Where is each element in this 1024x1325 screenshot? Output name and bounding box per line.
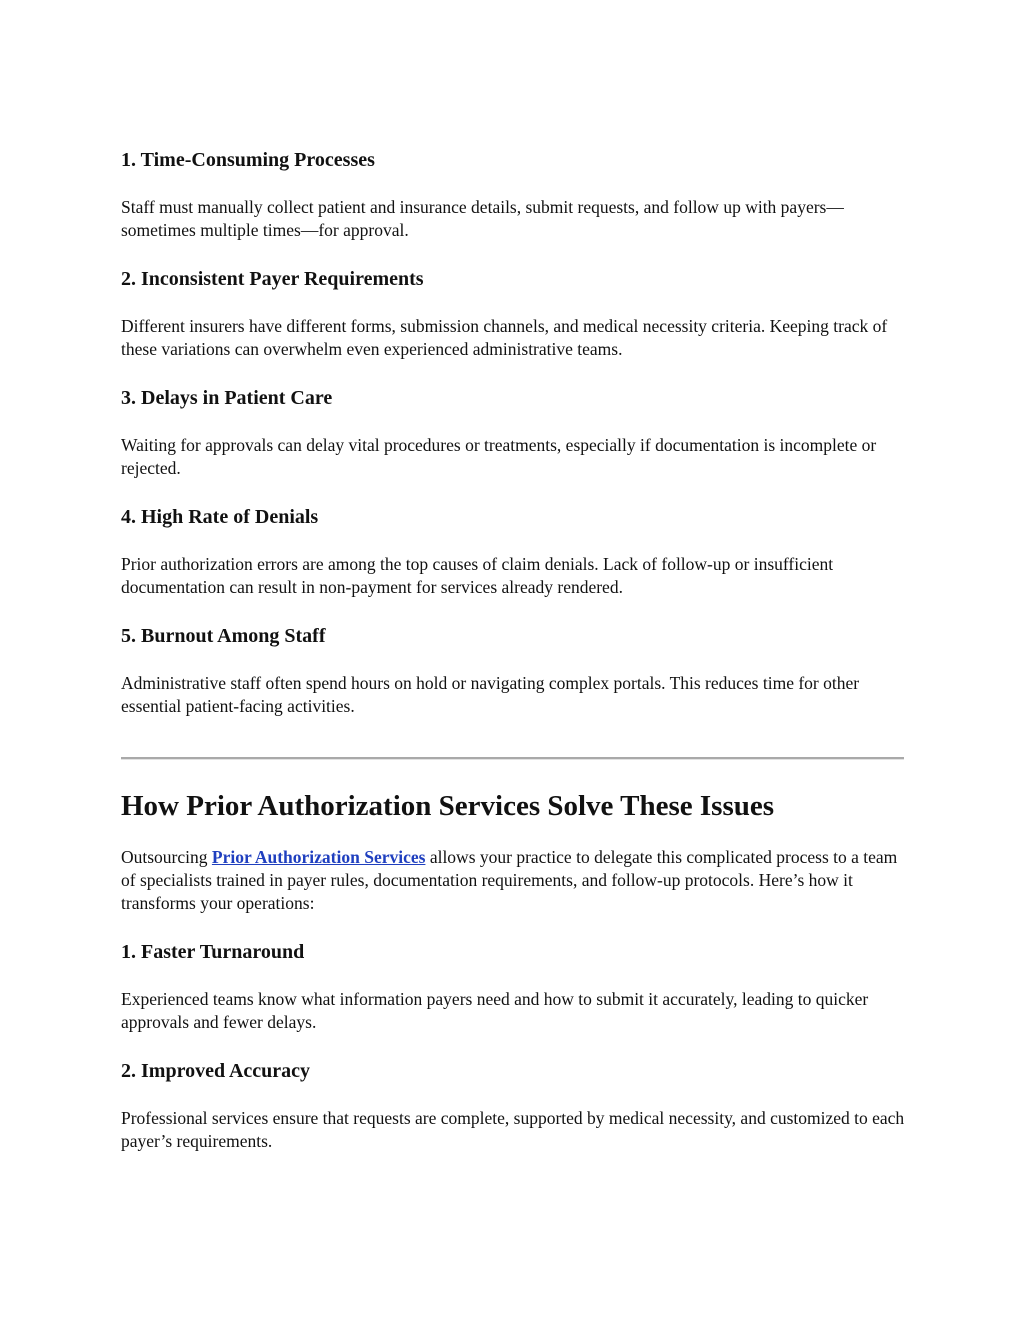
section-heading: 1. Faster Turnaround xyxy=(121,941,305,963)
prior-authorization-services-link[interactable]: Prior Authorization Services xyxy=(211,847,426,867)
horizontal-divider xyxy=(121,757,904,760)
intro-paragraph xyxy=(121,846,906,915)
section-heading: 2. Improved Accuracy xyxy=(121,1060,311,1082)
section-body: Professional services ensure that requests are complete, supported by medical necessity, and customized to each payer’s requirements. xyxy=(121,1108,905,1151)
section-heading: 2. Inconsistent Payer Requirements xyxy=(121,268,424,290)
section-body: Experienced teams know what information payers need and how to submit it accurately, leading to quicker approvals and fewer delays. xyxy=(121,989,869,1032)
intro-text-after: allows your practice to delegate this complicated process to a team of specialists trained in payer rules, documentation requirements, and follow-up protocols. Here’s how it transforms your operations: xyxy=(121,847,898,913)
section-heading: 1. Time-Consuming Processes xyxy=(121,149,375,171)
section-body: Prior authorization errors are among the top causes of claim denials. Lack of follow-up or insufficient documentation can result in non-payment for services already rendered. xyxy=(121,554,834,597)
section-body: Staff must manually collect patient and insurance details, submit requests, and follow up with payers—sometimes multiple times—for approval. xyxy=(121,197,844,240)
section-title: How Prior Authorization Services Solve These Issues xyxy=(121,790,775,822)
section-body: Administrative staff often spend hours on hold or navigating complex portals. This reduces time for other essential patient-facing activities. xyxy=(121,673,860,716)
section-body: Waiting for approvals can delay vital procedures or treatments, especially if documentation is incomplete or rejected. xyxy=(121,435,877,478)
intro-text-before: Outsourcing xyxy=(121,847,212,867)
section-body: Different insurers have different forms, submission channels, and medical necessity criteria. Keeping track of these variations can overwhelm even experienced administrative teams. xyxy=(121,316,888,359)
section-heading: 3. Delays in Patient Care xyxy=(121,387,333,409)
section-heading: 5. Burnout Among Staff xyxy=(121,625,326,647)
section-heading: 4. High Rate of Denials xyxy=(121,506,319,528)
